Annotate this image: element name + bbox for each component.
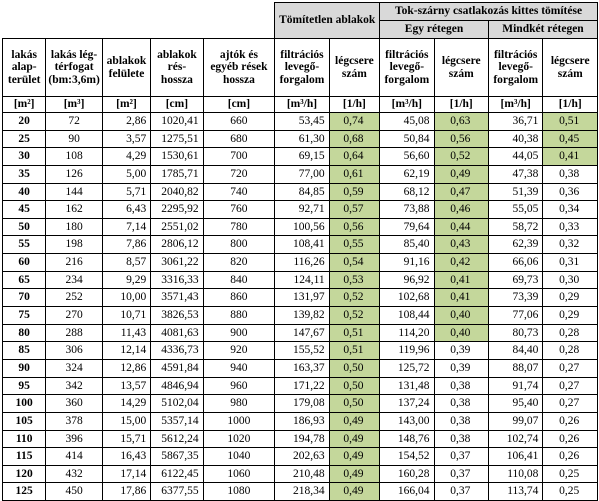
cell-win-gap: 1275,51: [151, 130, 203, 148]
cell-volume: 378: [46, 412, 102, 430]
cell-l2: 0,39: [434, 359, 488, 377]
cell-door-gap: 940: [203, 359, 275, 377]
cell-f2: 131,48: [380, 377, 434, 395]
cell-win-area: 5,71: [102, 183, 150, 201]
cell-f3: 47,38: [488, 165, 542, 183]
cell-f2: 96,92: [380, 271, 434, 289]
cell-door-gap: 1080: [203, 483, 275, 501]
unit-label: [cm]: [203, 97, 275, 113]
cell-volume: 252: [46, 289, 102, 307]
cell-win-area: 9,29: [102, 271, 150, 289]
cell-f2: 45,08: [380, 113, 434, 131]
cell-area: 90: [3, 359, 46, 377]
column-header: lakás alap-terület: [3, 39, 46, 97]
cell-l2: 0,38: [434, 377, 488, 395]
cell-f3: 77,06: [488, 307, 542, 325]
cell-win-gap: 4846,94: [151, 377, 203, 395]
unit-label: [m³/h]: [380, 97, 434, 113]
cell-win-gap: 2551,02: [151, 218, 203, 236]
unit-label: [m³/h]: [275, 97, 329, 113]
cell-l2: 0,63: [434, 113, 488, 131]
cell-f2: 114,20: [380, 324, 434, 342]
cell-l3: 0,27: [543, 395, 598, 413]
cell-volume: 90: [46, 130, 102, 148]
cell-f2: 102,68: [380, 289, 434, 307]
cell-area: 120: [3, 465, 46, 483]
cell-area: 115: [3, 448, 46, 466]
cell-f1: 61,30: [275, 130, 329, 148]
cell-l2: 0,41: [434, 271, 488, 289]
cell-l2: 0,56: [434, 130, 488, 148]
cell-l1: 0,49: [329, 465, 379, 483]
cell-f2: 68,12: [380, 183, 434, 201]
cell-f3: 36,71: [488, 113, 542, 131]
cell-area: 95: [3, 377, 46, 395]
cell-door-gap: 880: [203, 307, 275, 325]
cell-door-gap: 680: [203, 130, 275, 148]
cell-f1: 124,11: [275, 271, 329, 289]
cell-f2: 125,72: [380, 359, 434, 377]
header-blank: [3, 3, 275, 39]
table-row: [3, 359, 598, 377]
cell-door-gap: 1020: [203, 430, 275, 448]
cell-l1: 0,55: [329, 236, 379, 254]
table-row: [3, 130, 598, 148]
cell-f1: 155,52: [275, 342, 329, 360]
table-row: [3, 324, 598, 342]
cell-f3: 51,39: [488, 183, 542, 201]
cell-f1: 186,93: [275, 412, 329, 430]
cell-win-area: 12,86: [102, 359, 150, 377]
table-row: [3, 377, 598, 395]
unit-label: [1/h]: [543, 97, 598, 113]
table-row: [3, 271, 598, 289]
cell-win-area: 2,86: [102, 113, 150, 131]
cell-win-gap: 5612,24: [151, 430, 203, 448]
unit-label: [cm]: [151, 97, 203, 113]
column-header: filtrációs levegő-forgalom: [380, 39, 434, 97]
cell-door-gap: 900: [203, 324, 275, 342]
cell-f1: 210,48: [275, 465, 329, 483]
column-header: ajtók és egyéb rések hossza: [203, 39, 275, 97]
table-row: [3, 289, 598, 307]
table-row: [3, 465, 598, 483]
cell-l2: 0,38: [434, 395, 488, 413]
cell-f2: 62,19: [380, 165, 434, 183]
cell-f2: 137,24: [380, 395, 434, 413]
cell-l3: 0,36: [543, 183, 598, 201]
cell-f3: 110,08: [488, 465, 542, 483]
cell-win-area: 7,86: [102, 236, 150, 254]
cell-l2: 0,39: [434, 342, 488, 360]
unit-label: [m³]: [46, 97, 102, 113]
cell-area: 35: [3, 165, 46, 183]
cell-l3: 0,38: [543, 165, 598, 183]
cell-f1: 69,15: [275, 148, 329, 166]
column-header: lakás lég-térfogat (bm:3,6m): [46, 39, 102, 97]
cell-win-area: 7,14: [102, 218, 150, 236]
cell-f3: 91,74: [488, 377, 542, 395]
cell-area: 105: [3, 412, 46, 430]
cell-door-gap: 800: [203, 236, 275, 254]
cell-l2: 0,40: [434, 324, 488, 342]
cell-volume: 144: [46, 183, 102, 201]
cell-l3: 0,29: [543, 307, 598, 325]
cell-f2: 119,96: [380, 342, 434, 360]
cell-door-gap: 780: [203, 218, 275, 236]
cell-l2: 0,37: [434, 448, 488, 466]
table-row: [3, 218, 598, 236]
cell-l3: 0,31: [543, 254, 598, 272]
cell-volume: 396: [46, 430, 102, 448]
cell-f1: 53,45: [275, 113, 329, 131]
cell-l3: 0,28: [543, 342, 598, 360]
cell-door-gap: 980: [203, 395, 275, 413]
cell-l1: 0,68: [329, 130, 379, 148]
cell-f1: 92,71: [275, 201, 329, 219]
table-row: [3, 254, 598, 272]
cell-f1: 147,67: [275, 324, 329, 342]
cell-volume: 198: [46, 236, 102, 254]
group-header-untreated: Tömítetlen ablakok: [275, 3, 380, 39]
column-header: ablakok felülete: [102, 39, 150, 97]
cell-area: 45: [3, 201, 46, 219]
cell-door-gap: 960: [203, 377, 275, 395]
cell-f2: 79,64: [380, 218, 434, 236]
cell-l3: 0,25: [543, 483, 598, 501]
cell-win-area: 5,00: [102, 165, 150, 183]
cell-f1: 84,85: [275, 183, 329, 201]
cell-win-gap: 6122,45: [151, 465, 203, 483]
cell-l3: 0,51: [543, 113, 598, 131]
cell-l1: 0,51: [329, 342, 379, 360]
cell-l2: 0,52: [434, 148, 488, 166]
cell-door-gap: 1000: [203, 412, 275, 430]
cell-win-gap: 3061,22: [151, 254, 203, 272]
cell-area: 75: [3, 307, 46, 325]
cell-f3: 80,73: [488, 324, 542, 342]
cell-f3: 84,40: [488, 342, 542, 360]
cell-win-area: 17,14: [102, 465, 150, 483]
cell-f3: 69,73: [488, 271, 542, 289]
cell-f1: 131,97: [275, 289, 329, 307]
cell-f3: 113,74: [488, 483, 542, 501]
cell-l1: 0,49: [329, 483, 379, 501]
table-row: [3, 201, 598, 219]
cell-f2: 154,52: [380, 448, 434, 466]
cell-f2: 50,84: [380, 130, 434, 148]
cell-win-area: 11,43: [102, 324, 150, 342]
cell-win-gap: 4081,63: [151, 324, 203, 342]
cell-area: 40: [3, 183, 46, 201]
cell-win-gap: 1785,71: [151, 165, 203, 183]
cell-l3: 0,33: [543, 218, 598, 236]
cell-l1: 0,52: [329, 307, 379, 325]
cell-l2: 0,41: [434, 289, 488, 307]
cell-volume: 108: [46, 148, 102, 166]
cell-win-area: 10,00: [102, 289, 150, 307]
cell-win-area: 10,71: [102, 307, 150, 325]
column-header: filtrációs levegő-forgalom: [488, 39, 542, 97]
cell-win-gap: 2040,82: [151, 183, 203, 201]
cell-volume: 288: [46, 324, 102, 342]
cell-f1: 77,00: [275, 165, 329, 183]
cell-f1: 218,34: [275, 483, 329, 501]
cell-l1: 0,50: [329, 395, 379, 413]
cell-f1: 163,37: [275, 359, 329, 377]
cell-volume: 342: [46, 377, 102, 395]
cell-f3: 88,07: [488, 359, 542, 377]
cell-door-gap: 660: [203, 113, 275, 131]
cell-l3: 0,32: [543, 236, 598, 254]
cell-area: 125: [3, 483, 46, 501]
cell-door-gap: 740: [203, 183, 275, 201]
cell-volume: 432: [46, 465, 102, 483]
cell-area: 20: [3, 113, 46, 131]
subgroup-header-one-layer: Egy rétegen: [380, 21, 489, 39]
cell-win-area: 4,29: [102, 148, 150, 166]
cell-area: 25: [3, 130, 46, 148]
cell-l1: 0,53: [329, 271, 379, 289]
cell-win-gap: 3316,33: [151, 271, 203, 289]
cell-win-gap: 1530,61: [151, 148, 203, 166]
cell-f1: 100,56: [275, 218, 329, 236]
cell-l1: 0,50: [329, 377, 379, 395]
table-row: [3, 183, 598, 201]
cell-win-area: 13,57: [102, 377, 150, 395]
cell-area: 60: [3, 254, 46, 272]
cell-f1: 108,41: [275, 236, 329, 254]
cell-f2: 166,04: [380, 483, 434, 501]
cell-door-gap: 1040: [203, 448, 275, 466]
cell-win-area: 14,29: [102, 395, 150, 413]
cell-l3: 0,26: [543, 430, 598, 448]
cell-f2: 56,60: [380, 148, 434, 166]
table-row: [3, 342, 598, 360]
cell-f3: 62,39: [488, 236, 542, 254]
cell-f2: 108,44: [380, 307, 434, 325]
cell-area: 100: [3, 395, 46, 413]
cell-f1: 179,08: [275, 395, 329, 413]
cell-l3: 0,30: [543, 271, 598, 289]
air-exchange-table: [2, 2, 598, 501]
cell-l2: 0,38: [434, 430, 488, 448]
unit-label: [1/h]: [434, 97, 488, 113]
cell-l2: 0,42: [434, 254, 488, 272]
cell-l2: 0,47: [434, 183, 488, 201]
cell-f2: 73,88: [380, 201, 434, 219]
cell-win-area: 17,86: [102, 483, 150, 501]
cell-f3: 44,05: [488, 148, 542, 166]
cell-f3: 73,39: [488, 289, 542, 307]
cell-area: 55: [3, 236, 46, 254]
table-row: [3, 236, 598, 254]
cell-win-gap: 3826,53: [151, 307, 203, 325]
cell-l2: 0,37: [434, 483, 488, 501]
column-header: légcsere szám: [543, 39, 598, 97]
cell-f3: 102,74: [488, 430, 542, 448]
cell-f3: 99,07: [488, 412, 542, 430]
cell-f3: 55,05: [488, 201, 542, 219]
cell-f2: 143,00: [380, 412, 434, 430]
cell-win-gap: 6377,55: [151, 483, 203, 501]
cell-l1: 0,57: [329, 201, 379, 219]
subgroup-header-both-layers: Mindkét rétegen: [488, 21, 597, 39]
cell-win-area: 15,00: [102, 412, 150, 430]
table-row: [3, 430, 598, 448]
cell-f2: 160,28: [380, 465, 434, 483]
cell-win-gap: 5102,04: [151, 395, 203, 413]
cell-l3: 0,26: [543, 448, 598, 466]
column-header: légcsere szám: [329, 39, 379, 97]
cell-door-gap: 760: [203, 201, 275, 219]
cell-volume: 414: [46, 448, 102, 466]
cell-l3: 0,41: [543, 148, 598, 166]
cell-f3: 40,38: [488, 130, 542, 148]
cell-door-gap: 860: [203, 289, 275, 307]
cell-f1: 116,26: [275, 254, 329, 272]
cell-door-gap: 700: [203, 148, 275, 166]
cell-win-area: 12,14: [102, 342, 150, 360]
cell-win-gap: 4336,73: [151, 342, 203, 360]
cell-l1: 0,54: [329, 254, 379, 272]
cell-door-gap: 820: [203, 254, 275, 272]
cell-area: 80: [3, 324, 46, 342]
cell-f1: 202,63: [275, 448, 329, 466]
cell-f3: 66,06: [488, 254, 542, 272]
cell-win-gap: 4591,84: [151, 359, 203, 377]
cell-win-gap: 1020,41: [151, 113, 203, 131]
cell-volume: 306: [46, 342, 102, 360]
column-header: filtrációs levegő-forgalom: [275, 39, 329, 97]
cell-l1: 0,59: [329, 183, 379, 201]
group-header-sealing: Tok-szárny csatlakozás kittes tömítése: [380, 3, 598, 21]
unit-label: [m²]: [3, 97, 46, 113]
cell-l1: 0,51: [329, 324, 379, 342]
cell-l2: 0,43: [434, 236, 488, 254]
cell-volume: 450: [46, 483, 102, 501]
unit-label: [m²]: [102, 97, 150, 113]
cell-volume: 180: [46, 218, 102, 236]
table-row: [3, 165, 598, 183]
table-row: [3, 448, 598, 466]
unit-label: [m³/h]: [488, 97, 542, 113]
cell-volume: 216: [46, 254, 102, 272]
cell-l3: 0,28: [543, 324, 598, 342]
cell-door-gap: 840: [203, 271, 275, 289]
cell-l3: 0,25: [543, 465, 598, 483]
cell-win-gap: 5357,14: [151, 412, 203, 430]
cell-door-gap: 920: [203, 342, 275, 360]
cell-area: 85: [3, 342, 46, 360]
cell-f2: 148,76: [380, 430, 434, 448]
cell-l2: 0,44: [434, 218, 488, 236]
cell-win-area: 8,57: [102, 254, 150, 272]
cell-area: 110: [3, 430, 46, 448]
cell-f1: 139,82: [275, 307, 329, 325]
cell-f1: 194,78: [275, 430, 329, 448]
cell-f2: 91,16: [380, 254, 434, 272]
cell-area: 50: [3, 218, 46, 236]
cell-volume: 72: [46, 113, 102, 131]
cell-win-gap: 2806,12: [151, 236, 203, 254]
cell-l3: 0,29: [543, 289, 598, 307]
cell-volume: 126: [46, 165, 102, 183]
cell-l1: 0,74: [329, 113, 379, 131]
cell-l1: 0,49: [329, 412, 379, 430]
cell-l2: 0,46: [434, 201, 488, 219]
cell-l2: 0,40: [434, 307, 488, 325]
cell-l1: 0,52: [329, 289, 379, 307]
cell-volume: 324: [46, 359, 102, 377]
cell-l1: 0,50: [329, 359, 379, 377]
cell-l2: 0,49: [434, 165, 488, 183]
cell-win-gap: 2295,92: [151, 201, 203, 219]
table-row: [3, 395, 598, 413]
cell-l3: 0,27: [543, 359, 598, 377]
cell-l1: 0,49: [329, 430, 379, 448]
cell-win-area: 3,57: [102, 130, 150, 148]
cell-l2: 0,38: [434, 412, 488, 430]
cell-l1: 0,56: [329, 218, 379, 236]
cell-f2: 85,40: [380, 236, 434, 254]
cell-f3: 106,41: [488, 448, 542, 466]
table-row: [3, 412, 598, 430]
table-row: [3, 148, 598, 166]
cell-win-area: 16,43: [102, 448, 150, 466]
cell-f1: 171,22: [275, 377, 329, 395]
unit-label: [1/h]: [329, 97, 379, 113]
cell-f3: 95,40: [488, 395, 542, 413]
cell-volume: 162: [46, 201, 102, 219]
cell-l1: 0,49: [329, 448, 379, 466]
cell-l1: 0,61: [329, 165, 379, 183]
cell-win-area: 6,43: [102, 201, 150, 219]
cell-l3: 0,45: [543, 130, 598, 148]
table-row: [3, 113, 598, 131]
cell-win-gap: 5867,35: [151, 448, 203, 466]
cell-win-gap: 3571,43: [151, 289, 203, 307]
cell-l1: 0,64: [329, 148, 379, 166]
cell-l3: 0,34: [543, 201, 598, 219]
cell-volume: 270: [46, 307, 102, 325]
cell-door-gap: 720: [203, 165, 275, 183]
cell-volume: 360: [46, 395, 102, 413]
column-header: ablakok rés-hossza: [151, 39, 203, 97]
cell-l2: 0,37: [434, 465, 488, 483]
cell-l3: 0,27: [543, 377, 598, 395]
table-row: [3, 483, 598, 501]
cell-area: 30: [3, 148, 46, 166]
column-header: légcsere szám: [434, 39, 488, 97]
cell-win-area: 15,71: [102, 430, 150, 448]
table-row: [3, 307, 598, 325]
cell-area: 70: [3, 289, 46, 307]
cell-door-gap: 1060: [203, 465, 275, 483]
cell-volume: 234: [46, 271, 102, 289]
cell-area: 65: [3, 271, 46, 289]
cell-l3: 0,26: [543, 412, 598, 430]
cell-f3: 58,72: [488, 218, 542, 236]
